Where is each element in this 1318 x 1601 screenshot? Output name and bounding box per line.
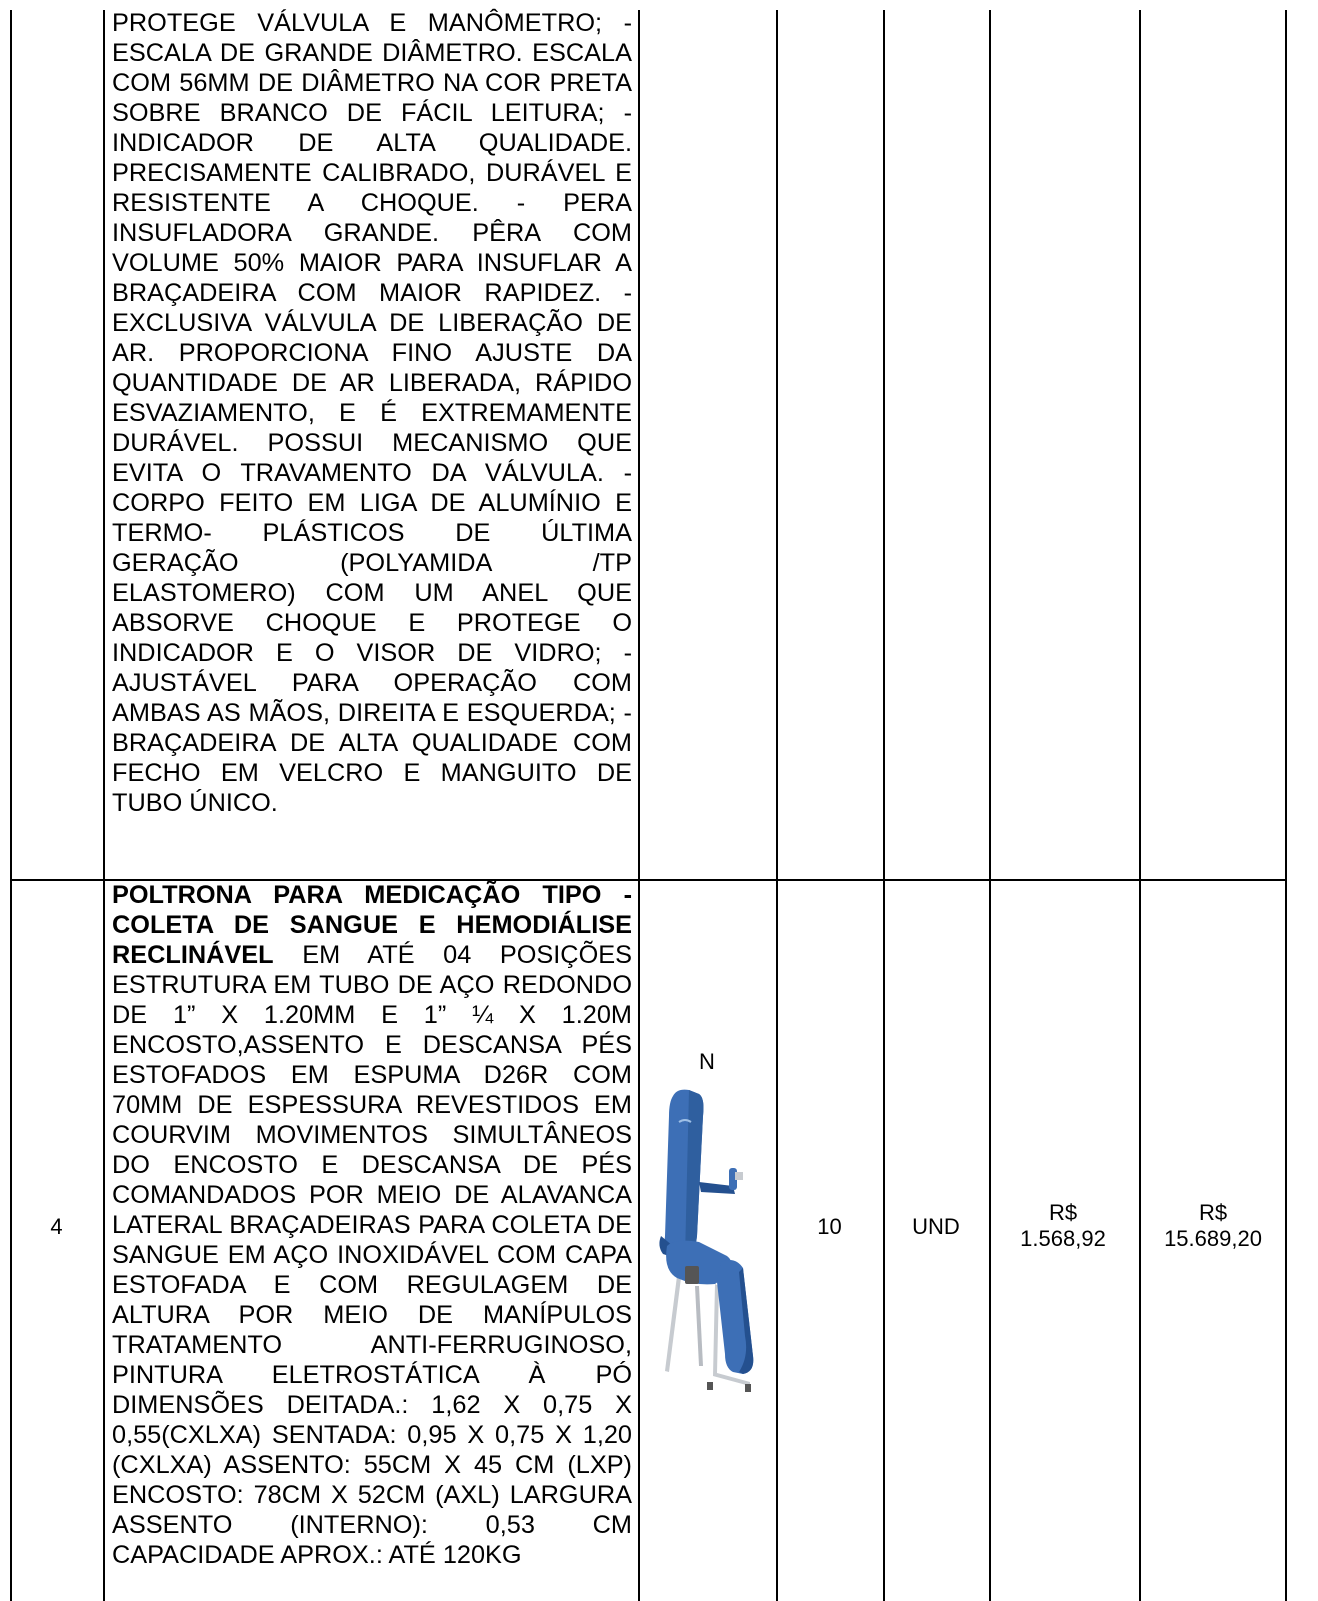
item-number: 4	[50, 1214, 63, 1239]
total-price: R$ 15.689,20	[1164, 1200, 1262, 1251]
previous-item-description-text: PROTEGE VÁLVULA E MANÔMETRO; - ESCALA DE GRANDE DIÂMETRO. ESCALA COM 56MM DE DIÂMETRO NA COR PRETA SOBRE BRANCO DE FÁCIL LEITURA; - INDICADOR DE ALTA QUALIDADE. PRECISAMENTE CALIBRADO, DURÁVEL E RESISTENTE A CHOQUE. - PERA INSUFLADORA GRANDE. PÊRA COM VOLUME 50% MAIOR PARA INSUFLAR A BRAÇADEIRA COM MAIOR RAPIDEZ. - EXCLUSIVA VÁLVULA DE LIBERAÇÃO DE AR. PROPORCIONA FINO AJUSTE DA QUANTIDADE DE AR LIBERADA, RÁPIDO ESVAZIAMENTO, E É EXTREMAMENTE DURÁVEL. POSSUI MECANISMO QUE EVITA O TRAVAMENTO DA VÁLVULA. - CORPO FEITO EM LIGA DE ALUMÍNIO E TERMO- PLÁSTICOS DE ÚLTIMA GERAÇÃO (POLYAMIDA /TP ELASTOMERO) COM UM ANEL QUE ABSORVE CHOQUE E PROTEGE O INDICADOR E O VISOR DE VIDRO; - AJUSTÁVEL PARA OPERAÇÃO COM AMBAS AS MÃOS, DIREITA E ESQUERDA; - BRAÇADEIRA DE ALTA QUALIDADE COM FECHO EM VELCRO E MANGUITO DE TUBO ÚNICO.	[112, 9, 632, 817]
unit-price: R$ 1.568,92	[1020, 1200, 1106, 1251]
column-divider-1	[103, 10, 105, 1601]
item-title: POLTRONA PARA MEDICAÇÃO TIPO - COLETA DE SANGUE E HEMODIÁLISE RECLINÁVEL	[112, 881, 632, 969]
table-border-left	[10, 10, 12, 1601]
column-divider-2	[638, 10, 640, 1601]
reclining-chair-image	[655, 1086, 773, 1398]
table-border-right	[1285, 10, 1287, 1601]
column-divider-4	[883, 10, 885, 1601]
column-divider-5	[989, 10, 991, 1601]
image-label: N	[699, 1049, 715, 1074]
unit: UND	[912, 1214, 960, 1239]
column-divider-6	[1139, 10, 1141, 1601]
item-description-text: EM ATÉ 04 POSIÇÕES ESTRUTURA EM TUBO DE AÇO REDONDO DE 1” X 1.20MM E 1” ¼ X 1.20M ENCOSTO,ASSENTO E DESCANSA PÉS ESTOFADOS EM ESPUMA D26R COM 70MM DE ESPESSURA REVESTIDOS EM COURVIM MOVIMENTOS SIMULTÂNEOS DO ENCOSTO E DESCANSA DE PÉS COMANDADOS POR MEIO DE ALAVANCA LATERAL BRAÇADEIRAS PARA COLETA DE SANGUE EM AÇO INOXIDÁVEL COM CAPA ESTOFADA E COM REGULAGEM DE ALTURA POR MEIO DE MANÍPULOS TRATAMENTO ANTI-FERRUGINOSO, PINTURA ELETROSTÁTICA À PÓ DIMENSÕES DEITADA.: 1,62 X 0,75 X 0,55(CXLXA) SENTADA: 0,95 X 0,75 X 1,20 (CXLXA) ASSENTO: 55CM X 45 CM (LXP) ENCOSTO: 78CM X 52CM (AXL) LARGURA ASSENTO (INTERNO): 0,53 CM CAPACIDADE APROX.: ATÉ 120KG	[112, 941, 632, 1569]
item-description	[112, 880, 632, 1570]
quantity: 10	[817, 1214, 842, 1239]
previous-item-description	[112, 8, 632, 818]
column-divider-3	[776, 10, 778, 1601]
